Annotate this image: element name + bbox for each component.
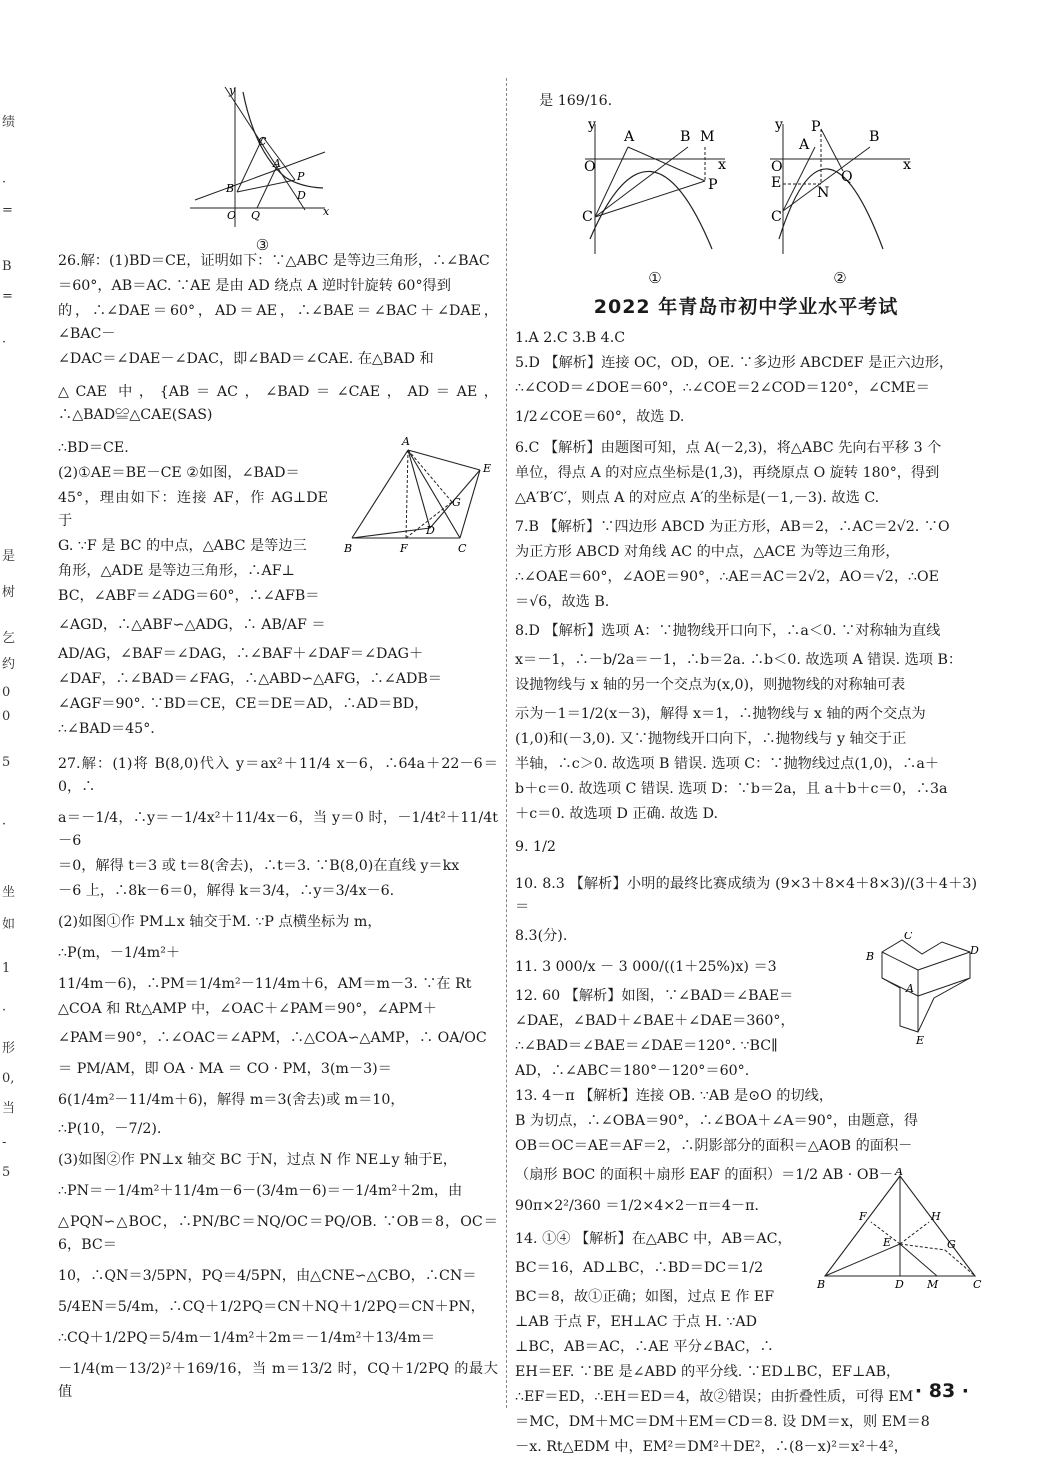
answer-line: 8.3(分). <box>515 928 568 944</box>
fig14-label: C <box>973 1278 982 1291</box>
fig3-label: Q <box>251 209 261 222</box>
fig26-label: C <box>458 542 467 555</box>
answer-line: ＋c＝0. 故选项 D 正确. 故选 D. <box>515 806 718 822</box>
fig12-label: E <box>916 1034 925 1047</box>
edge-char: = <box>2 289 13 304</box>
q27-line: 5/4EN＝5/4m，∴CQ＋1/2PQ＝CN＋NQ＋1/2PQ＝CN＋PN， <box>58 1299 485 1315</box>
answer-line: 13. 4－π 【解析】连接 OB. ∵AB 是⊙O 的切线， <box>515 1088 834 1104</box>
q27-line: ∠PAM＝90°，∴∠OAC＝∠APM，∴△COA∽△AMP，∴ OA/OC <box>58 1030 487 1046</box>
fig14-label: B <box>817 1278 826 1291</box>
q27-line: ∴P(10，－7/2). <box>58 1121 162 1137</box>
fig12-label: D <box>970 944 979 957</box>
answer-line: 14. ①④ 【解析】在△ABC 中，AB＝AC， <box>515 1231 792 1247</box>
edge-char: - <box>2 1135 7 1150</box>
fig2-label: P <box>811 119 821 135</box>
answer-line: 9. 1/2 <box>515 839 556 855</box>
fig3-label: x <box>323 205 330 218</box>
answer-line: (1,0)和(－3,0). 又∵抛物线开口向下，∴抛物线与 y 轴交于正 <box>515 731 907 747</box>
edge-char: 0 <box>2 685 11 700</box>
q27-line: ＝ PM/AM，即 OA · MA ＝ CO · PM，3(m－3)＝ <box>58 1061 392 1077</box>
answer-line: （扇形 BOC 的面积＋扇形 EAF 的面积）＝1/2 AB · OB－ <box>515 1167 894 1183</box>
figure-2-graph <box>765 119 915 259</box>
exam-title: 2022 年青岛市初中学业水平考试 <box>593 296 899 318</box>
answer-line: 示为－1＝1/2(x－3)，解得 x＝1，∴抛物线与 x 轴的两个交点为 <box>515 706 926 722</box>
answer-line: 8.D 【解析】选项 A：∵抛物线开口向下，∴a＜0. ∵对称轴为直线 <box>515 623 941 639</box>
figure-1-caption: ① <box>648 269 662 287</box>
answer-line: 设抛物线与 x 轴的另一个交点为(x,0)，则抛物线的对称轴可表 <box>515 677 906 693</box>
figure-q26 <box>340 432 500 557</box>
fig14-label: F <box>859 1210 867 1223</box>
edge-char: 0, <box>2 1071 15 1086</box>
fig1-label: O <box>584 159 596 175</box>
fig3-label: y <box>229 84 236 97</box>
figure-q14 <box>815 1168 985 1293</box>
q27-line: △COA 和 Rt△AMP 中，∠OAC＋∠PAM＝90°，∠APM＋ <box>58 1001 437 1017</box>
fig2-label: O <box>771 159 783 175</box>
q27-line: 10，∴QN＝3/5PN，PQ＝4/5PN，由△CNE∽△CBO，∴CN＝ <box>58 1268 477 1284</box>
fig26-label: A <box>402 435 410 448</box>
figure-3-graph <box>185 82 340 232</box>
fig3-label: A <box>273 157 281 170</box>
figure-1 <box>580 119 730 290</box>
fig2-label: B <box>869 129 880 145</box>
fig26-label: F <box>400 542 408 555</box>
q26-line: 26.解：(1)BD＝CE，证明如下：∵△ABC 是等边三角形，∴∠BAC <box>58 253 490 269</box>
figure-3 <box>185 82 340 252</box>
fig26-label: E <box>483 462 492 475</box>
answer-line: 半轴，∴c＞0. 故选项 B 错误. 选项 C：∵抛物线过点(1,0)，∴a＋ <box>515 756 940 772</box>
edge-char: B <box>2 259 12 274</box>
answer-line: OB＝OC＝AE＝AF＝2，∴阴影部分的面积＝△AOB 的面积－ <box>515 1138 913 1154</box>
q26-line: 45°，理由如下：连接 AF，作 AG⊥DE 于 <box>58 490 328 529</box>
edge-char: 1 <box>2 961 11 976</box>
edge-char: 绩 <box>2 115 16 130</box>
q26-line: G. ∵F 是 BC 的中点，△ABC 是等边三 <box>58 538 307 554</box>
answer-line: △A′B′C′，则点 A 的对应点 A′的坐标是(－1,－3). 故选 C. <box>515 490 880 506</box>
answer-line: B 为切点，∴∠OBA＝90°，∴∠BOA＋∠A＝90°，由题意，得 <box>515 1113 919 1129</box>
edge-char: · <box>2 1003 7 1018</box>
fig12-label: A <box>906 982 914 995</box>
answer-line: 12. 60 【解析】如图，∵∠BAD＝∠BAE＝ <box>515 988 794 1004</box>
fig1-label: M <box>700 129 715 145</box>
fig14-label: E <box>883 1236 892 1249</box>
fig14-label: G <box>947 1238 956 1251</box>
q27-line: ∴CQ＋1/2PQ＝5/4m－1/4m²＋2m＝－1/4m²＋13/4m＝ <box>58 1330 436 1346</box>
edge-char: 是 <box>2 549 16 564</box>
fig12-label: B <box>866 950 875 963</box>
figure-1-graph <box>580 119 730 259</box>
answer-line: ∴∠COD＝∠DOE＝60°，∴∠COE＝2∠COD＝120°，∠CME＝ <box>515 380 930 396</box>
answer-line: ∴∠BAD＝∠BAE＝∠DAE＝120°. ∵BC∥ <box>515 1038 778 1054</box>
answer-line: 7.B 【解析】∵四边形 ABCD 为正方形，AB＝2，∴AC＝2√2. ∵O <box>515 519 950 535</box>
figure-q12-graph <box>862 932 982 1047</box>
answer-line: ＝√6，故选 B. <box>515 594 610 610</box>
answer-line: EH＝EF. ∵BE 是∠ABD 的平分线. ∵ED⊥BC，EF⊥AB， <box>515 1364 901 1380</box>
fig2-label: A <box>799 137 810 153</box>
answer-line: BC＝16，AD⊥BC，∴BD＝DC＝1/2 <box>515 1260 764 1276</box>
figure-q14-graph <box>815 1168 985 1293</box>
answer-line: b＋c＝0. 故选项 C 错误. 选项 D：∵b＝2a，且 a＋b＋c＝0，∴3a <box>515 781 948 797</box>
fig26-label: D <box>426 524 435 537</box>
q26-line: AD/AG，∠BAF＝∠DAG，∴∠BAF＋∠DAF＝∠DAG＋ <box>58 646 424 662</box>
fig1-label: C <box>582 209 593 225</box>
q27-continued: 是 169/16. <box>539 93 613 109</box>
edge-char: = <box>2 203 13 218</box>
figure-q26-graph <box>340 432 500 557</box>
fig3-label: B <box>226 182 235 195</box>
answer-line: ∠DAE，∠BAD＋∠BAE＋∠DAE＝360°， <box>515 1013 795 1029</box>
fig3-label: C <box>258 135 267 148</box>
answer-line: BC＝8，故①正确；如图，过点 E 作 EF <box>515 1289 775 1305</box>
edge-char: 约 <box>2 657 16 672</box>
edge-char: 5 <box>2 1165 11 1180</box>
fig1-label: y <box>588 119 597 133</box>
fig2-label: C <box>771 209 782 225</box>
answer-line: 5.D 【解析】连接 OC，OD，OE. ∵多边形 ABCDEF 是正六边形， <box>515 355 954 371</box>
q26-line: ∠DAC＝∠DAE－∠DAC，即∠BAD＝∠CAE. 在△BAD 和 <box>58 351 434 367</box>
column-divider <box>506 78 507 1408</box>
answer-line: 单位，得点 A 的对应点坐标是(1,3)，再绕原点 O 旋转 180°，得到 <box>515 465 940 481</box>
figures-1-2 <box>515 115 977 290</box>
answer-line: ⊥AB 于点 F，EH⊥AC 于点 H. ∵AD <box>515 1314 758 1330</box>
answer-line: 为正方形 ABCD 对角线 AC 的中点，△ACE 为等边三角形， <box>515 544 900 560</box>
q26-line: ∠DAF，∴∠BAD＝∠FAG，∴△ABD∽△AFG，∴∠ADB＝ <box>58 671 442 687</box>
q26-line: △CAE 中，{AB＝AC，∠BAD＝∠CAE，AD＝AE，∴△BAD≌△CAE(SAS) <box>58 384 498 423</box>
fig14-label: A <box>895 1168 903 1178</box>
q26-line: BC，∠ABF＝∠ADG＝60°，∴∠AFB＝ <box>58 588 320 604</box>
edge-char: 5 <box>2 755 11 770</box>
figure-2 <box>765 119 915 290</box>
edge-char: · <box>2 175 7 190</box>
q26-line: ∠AGF＝90°. ∵BD＝CE，CE＝DE＝AD，∴AD＝BD， <box>58 696 429 712</box>
fig2-label: Q <box>841 169 853 185</box>
answer-line: ⊥BC，AB＝AC，∴AE 平分∠BAC，∴ <box>515 1339 774 1355</box>
answer-line: 90π×2²/360 ＝1/2×4×2－π＝4－π. <box>515 1198 759 1214</box>
edge-char: 树 <box>2 585 16 600</box>
answer-line: 10. 8.3 【解析】小明的最终比赛成绩为 (9×3＋8×4＋8×3)/(3＋4＋3) ＝ <box>515 876 977 915</box>
q27-line: 11/4m－6)，∴PM＝1/4m²－11/4m＋6，AM＝m－3. ∵在 Rt <box>58 976 472 992</box>
fig1-label: x <box>718 157 727 173</box>
edge-char: 0 <box>2 709 11 724</box>
fig3-label: O <box>227 209 237 222</box>
q27-line: －6 上，∴8k－6＝0，解得 k＝3/4，∴y＝3/4x－6. <box>58 883 395 899</box>
q27-line: (3)如图②作 PN⊥x 轴交 BC 于N，过点 N 作 NE⊥y 轴于E， <box>58 1152 457 1168</box>
q26-line: ∴∠BAD＝45°. <box>58 721 155 737</box>
page-number: · 83 · <box>914 1380 969 1402</box>
fig1-label: B <box>680 129 691 145</box>
answer-line: 1.A 2.C 3.B 4.C <box>515 330 626 346</box>
fig1-label: A <box>624 129 635 145</box>
fig14-label: D <box>895 1278 904 1291</box>
q27-line: 27.解：(1)将 B(8,0)代入 y＝ax²＋11/4 x－6，∴64a＋22－6＝0，∴ <box>58 756 498 795</box>
edge-char: · <box>2 817 7 832</box>
answer-line: 11. 3 000/x － 3 000/((1＋25%)x) ＝3 <box>515 959 777 975</box>
q27-line: 6(1/4m²－11/4m＋6)，解得 m＝3(舍去)或 m＝10， <box>58 1092 405 1108</box>
answer-line: 6.C 【解析】由题图可知，点 A(－2,3)，将△ABC 先向右平移 3 个 <box>515 440 942 456</box>
edge-char: 当 <box>2 1101 16 1116</box>
answer-line: x＝－1，∴－b/2a＝－1，∴b＝2a. ∴b＜0. 故选项 A 错误. 选项 B： <box>515 652 963 668</box>
fig2-label: E <box>771 175 782 191</box>
fig26-label: G <box>452 496 461 509</box>
figure-2-caption: ② <box>833 269 847 287</box>
q27-line: ＝0，解得 t＝3 或 t＝8(舍去)，∴t＝3. ∵B(8,0)在直线 y＝kx <box>58 858 460 874</box>
q27-line: a＝－1/4，∴y＝－1/4x²＋11/4x－6，当 y＝0 时，－1/4t²＋11/4t－6 <box>58 810 498 849</box>
edge-char: · <box>2 335 7 350</box>
fig26-label: B <box>344 542 353 555</box>
left-column <box>58 250 498 1406</box>
q26-line: ∠AGD，∴△ABF∽△ADG，∴ AB/AF ＝ <box>58 617 326 633</box>
q26-line: (2)①AE＝BE－CE ②如图，∠BAD＝ <box>58 465 300 481</box>
fig3-label: P <box>297 170 305 183</box>
q26-line: ∴BD＝CE. <box>58 440 129 456</box>
q27-line: ∴PN＝－1/4m²＋11/4m－6－(3/4m－6)＝－1/4m²＋2m，由 <box>58 1183 463 1199</box>
q26-line: 的，∴∠DAE＝60°，AD＝AE，∴∠BAE＝∠BAC＋∠DAE，∠BAC－ <box>58 303 498 342</box>
answer-line: 1/2∠COE＝60°，故选 D. <box>515 409 685 425</box>
answer-line: －x. Rt△EDM 中，EM²＝DM²＋DE²，∴(8－x)²＝x²＋4²， <box>515 1439 908 1455</box>
q27-line: ∴P(m，－1/4m²＋ <box>58 945 181 961</box>
edge-char: 形 <box>2 1041 16 1056</box>
fig2-label: x <box>903 157 912 173</box>
fig12-label: C <box>904 932 913 942</box>
q26-line: ＝60°，AB＝AC. ∵AE 是由 AD 绕点 A 逆时针旋转 60°得到 <box>58 278 451 294</box>
q27-line: (2)如图①作 PM⊥x 轴交于M. ∵P 点横坐标为 m， <box>58 914 382 930</box>
fig1-label: P <box>708 177 718 193</box>
q27-line: －1/4(m－13/2)²＋169/16，当 m＝13/2 时，CQ＋1/2PQ 的最大值 <box>58 1361 498 1400</box>
fig14-label: H <box>931 1210 941 1223</box>
fig2-label: y <box>775 119 784 133</box>
answer-line: AD，∴∠ABC＝180°－120°＝60°. <box>515 1063 750 1079</box>
figure-3-caption: ③ <box>255 236 270 254</box>
answer-line: ＝MC，DM＋MC＝DM＋EM＝CD＝8. 设 DM＝x，则 EM＝8 <box>515 1414 930 1430</box>
fig3-label: D <box>297 189 306 202</box>
edge-char: 坐 <box>2 885 16 900</box>
fig2-label: N <box>817 185 830 201</box>
answer-line: ∴∠OAE＝60°，∠AOE＝90°，∴AE＝AC＝2√2，AO＝√2，∴OE <box>515 569 940 585</box>
answer-line: ∴EF＝ED，∴EH＝ED＝4，故②错误；由折叠性质，可得 EM <box>515 1389 914 1405</box>
fig14-label: M <box>927 1278 939 1291</box>
edge-char: 如 <box>2 917 16 932</box>
figure-q12 <box>862 932 982 1047</box>
q27-line: △PQN∽△BOC，∴PN/BC＝NQ/OC＝PQ/OB. ∵OB＝8，OC＝6，BC＝ <box>58 1214 498 1253</box>
edge-char: 乞 <box>2 631 16 646</box>
q26-line: 角形，△ADE 是等边三角形，∴AF⊥ <box>58 563 295 579</box>
